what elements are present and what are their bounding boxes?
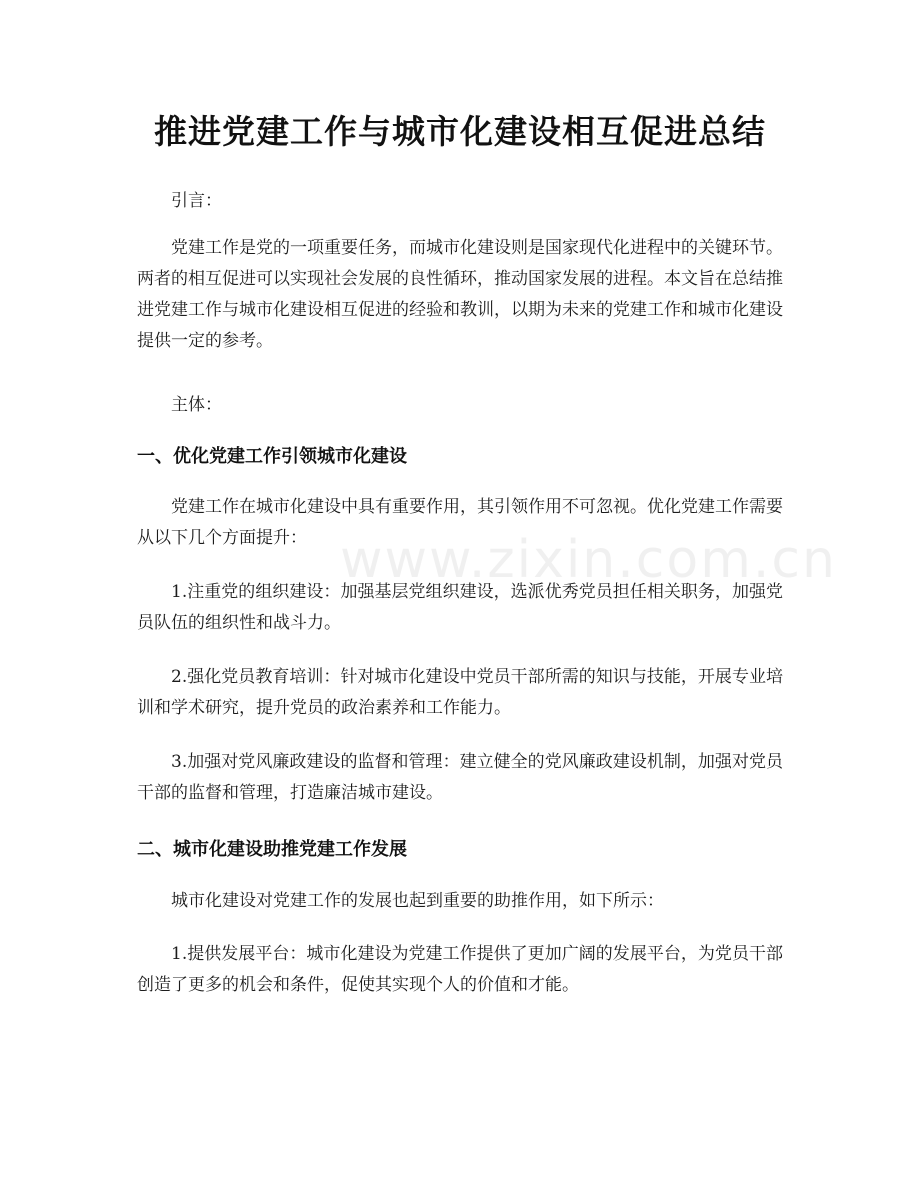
- intro-paragraph: 党建工作是党的一项重要任务，而城市化建设则是国家现代化进程中的关键环节。两者的相互促进可以实现社会发展的良性循环，推动国家发展的进程。本文旨在总结推进党建工作与城市化建设相互促进的经验和教训，以期为未来的党建工作和城市化建设提供一定的参考。: [137, 238, 783, 351]
- section-2-paragraph: 城市化建设对党建工作的发展也起到重要的助推作用，如下所示：: [171, 891, 664, 911]
- section-1-item-3: 3.加强对党风廉政建设的监督和管理：建立健全的党风廉政建设机制，加强对党员干部的监督和管理，打造廉洁城市建设。: [137, 752, 783, 803]
- body-label: 主体：: [171, 395, 222, 415]
- section-2-heading: 二、城市化建设助推党建工作发展: [137, 839, 407, 860]
- section-1-heading: 一、优化党建工作引领城市化建设: [137, 446, 407, 467]
- intro-label: 引言：: [171, 191, 222, 211]
- section-1-paragraph: 党建工作在城市化建设中具有重要作用，其引领作用不可忽视。优化党建工作需要从以下几个方面提升：: [137, 497, 783, 548]
- section-1-item-2: 2.强化党员教育培训：针对城市化建设中党员干部所需的知识与技能，开展专业培训和学术研究，提升党员的政治素养和工作能力。: [137, 667, 783, 718]
- watermark: www.zixin.com.cn: [340, 530, 837, 590]
- section-2-item-1: 1.提供发展平台：城市化建设为党建工作提供了更加广阔的发展平台，为党员干部创造了更多的机会和条件，促使其实现个人的价值和才能。: [137, 944, 783, 995]
- section-1-item-1: 1.注重党的组织建设：加强基层党组织建设，选派优秀党员担任相关职务，加强党员队伍的组织性和战斗力。: [137, 582, 783, 633]
- document-title: 推进党建工作与城市化建设相互促进总结: [154, 112, 766, 151]
